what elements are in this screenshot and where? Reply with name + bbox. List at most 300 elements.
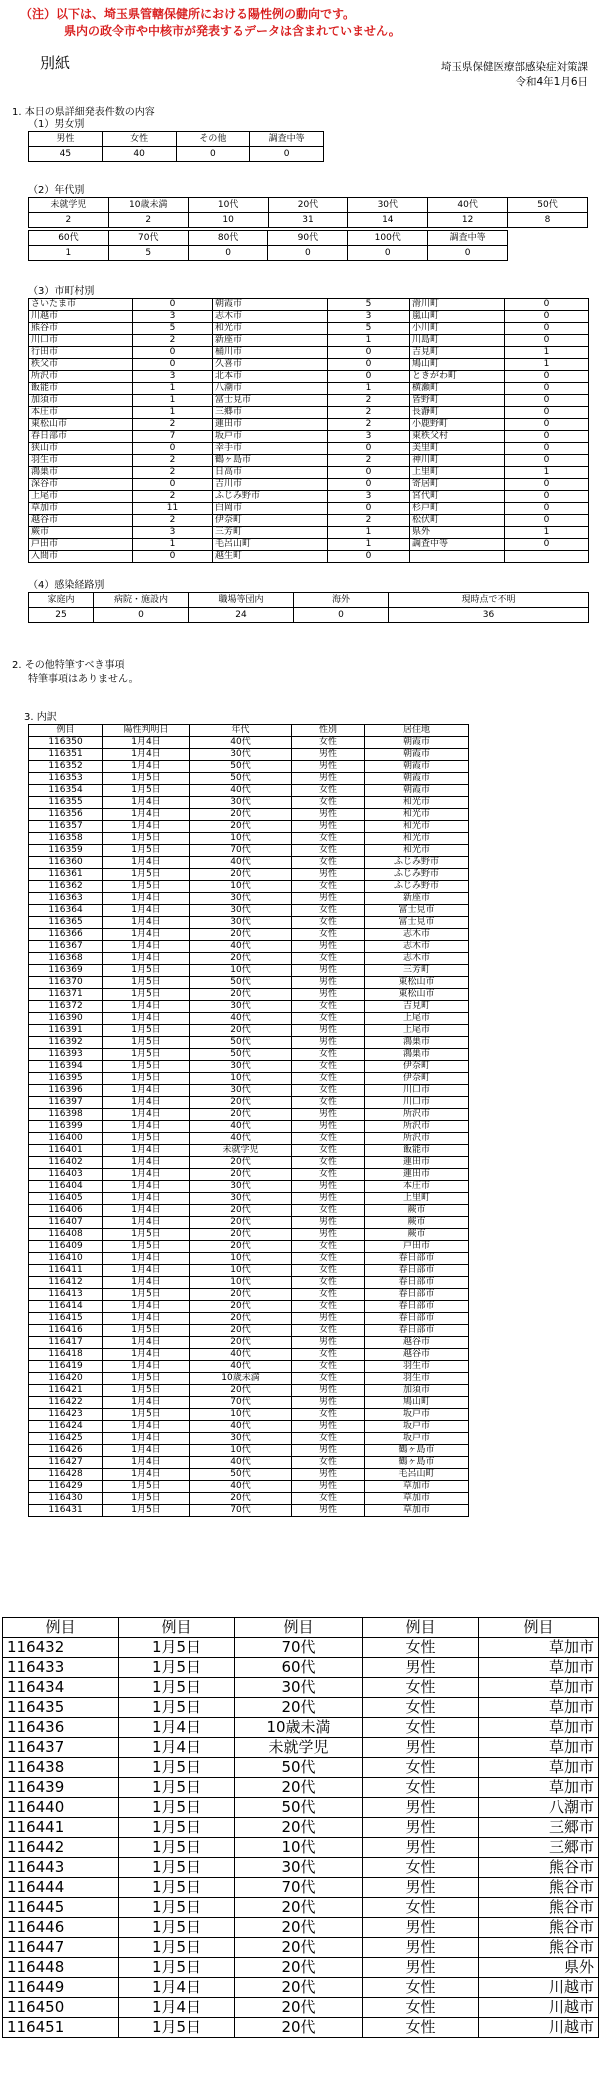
- table-cell: 女性: [292, 1169, 365, 1181]
- table-cell: ふじみ野市: [365, 881, 469, 893]
- table-cell: 0: [505, 323, 589, 335]
- table-cell: 女性: [292, 845, 365, 857]
- table-cell: ふじみ野市: [213, 491, 328, 503]
- table-cell: 116418: [29, 1349, 103, 1361]
- table-cell: 1月5日: [119, 1858, 235, 1878]
- table-row: [29, 1061, 469, 1073]
- table-cell: 0: [505, 515, 589, 527]
- table-cell: 1: [505, 467, 589, 479]
- table-row: [29, 869, 469, 881]
- table-row: [29, 773, 469, 785]
- table-cell: 10歳未満: [235, 1718, 363, 1738]
- table-row: [29, 1025, 469, 1037]
- table-row: [3, 2018, 599, 2038]
- table-cell: 鶴ヶ島市: [365, 1457, 469, 1469]
- table-cell: 116408: [29, 1229, 103, 1241]
- table-cell: 1月5日: [103, 833, 190, 845]
- table-cell: 1: [328, 527, 410, 539]
- table-cell: 男性: [292, 869, 365, 881]
- page-title: 別紙: [40, 54, 71, 72]
- table-cell: 116399: [29, 1121, 103, 1133]
- table-header: 100代: [348, 231, 428, 246]
- table-cell: 男性: [363, 1798, 479, 1818]
- table-cell: 116413: [29, 1289, 103, 1301]
- table-cell: 三郷市: [479, 1838, 599, 1858]
- table-cell: 志木市: [213, 311, 328, 323]
- table-cell: 10: [188, 213, 268, 228]
- table-cell: 0: [505, 383, 589, 395]
- table-cell: 116390: [29, 1013, 103, 1025]
- table-header: 調査中等: [250, 132, 324, 147]
- table-cell: 女性: [292, 1433, 365, 1445]
- table-cell: 1月5日: [119, 1918, 235, 1938]
- table-row: [3, 1778, 599, 1798]
- table-cell: 朝霞市: [365, 749, 469, 761]
- table-cell: 女性: [292, 1301, 365, 1313]
- table-row: [3, 1918, 599, 1938]
- table-cell: 20代: [190, 821, 292, 833]
- table-cell: 116423: [29, 1409, 103, 1421]
- table-cell: 男性: [363, 1878, 479, 1898]
- table-row: [29, 821, 469, 833]
- table-cell: 越谷市: [365, 1337, 469, 1349]
- table-cell: 男性: [292, 1025, 365, 1037]
- table-row: [29, 1409, 469, 1421]
- table-row: [29, 1217, 469, 1229]
- table-cell: 10代: [190, 1409, 292, 1421]
- table-cell: 所沢市: [365, 1133, 469, 1145]
- table-row: [29, 749, 469, 761]
- table-cell: 美里町: [410, 443, 505, 455]
- table-cell: 0: [505, 395, 589, 407]
- table-cell: 女性: [292, 905, 365, 917]
- table-cell: 30代: [190, 1001, 292, 1013]
- table-cell: 116422: [29, 1397, 103, 1409]
- table-cell: 20代: [190, 1337, 292, 1349]
- table-cell: 1月5日: [103, 1229, 190, 1241]
- table-cell: 116395: [29, 1073, 103, 1085]
- table-header: 家庭内: [29, 593, 94, 608]
- table-row: [3, 1858, 599, 1878]
- table-cell: 1月4日: [103, 1361, 190, 1373]
- table-cell: 1月4日: [103, 1421, 190, 1433]
- table-row: [29, 467, 589, 479]
- table-cell: 坂戸市: [213, 431, 328, 443]
- table-cell: 116357: [29, 821, 103, 833]
- table-row: [29, 503, 589, 515]
- table-cell: 1月5日: [119, 1698, 235, 1718]
- section-2-label: 2. その他特筆すべき事項: [12, 660, 125, 671]
- table-cell: 0: [188, 246, 268, 261]
- table-cell: 草加市: [479, 1758, 599, 1778]
- table-cell: 1月5日: [103, 1409, 190, 1421]
- table-cell: 男性: [292, 1181, 365, 1193]
- section-2-text: 特筆事項はありません。: [28, 674, 139, 685]
- table-cell: 本庄市: [29, 407, 133, 419]
- table-cell: 1: [133, 383, 213, 395]
- table-cell: 0: [505, 443, 589, 455]
- table-cell: 116435: [3, 1698, 119, 1718]
- table-cell: 116356: [29, 809, 103, 821]
- table-header: 例目: [235, 1618, 363, 1638]
- section-1-label: 1. 本日の県詳細発表件数の内容: [12, 107, 155, 118]
- table-cell: 女性: [292, 1457, 365, 1469]
- table-header: 女性: [102, 132, 176, 147]
- table-cell: 0: [268, 246, 348, 261]
- table-cell: 1月4日: [103, 905, 190, 917]
- table-cell: 鴻巣市: [365, 1049, 469, 1061]
- table-header: 50代: [508, 198, 588, 213]
- table-cell: 春日部市: [365, 1253, 469, 1265]
- table-cell: 三芳町: [213, 527, 328, 539]
- table-cell: 1月4日: [103, 1457, 190, 1469]
- gender-label: （1）男女別: [28, 119, 85, 130]
- table-row: [29, 431, 589, 443]
- table-header: 年代: [190, 725, 292, 737]
- table-cell: 県外: [479, 1958, 599, 1978]
- table-cell: 1月5日: [119, 1638, 235, 1658]
- table-cell: 男性: [292, 977, 365, 989]
- table-cell: 1月5日: [119, 1778, 235, 1798]
- table-cell: 1月4日: [103, 749, 190, 761]
- table-cell: 2: [328, 407, 410, 419]
- table-cell: 女性: [363, 1778, 479, 1798]
- table-cell: 70代: [190, 845, 292, 857]
- table-cell: 女性: [363, 1898, 479, 1918]
- table-cell: 30代: [190, 1193, 292, 1205]
- table-cell: 東秩父村: [410, 431, 505, 443]
- table-cell: 3: [328, 431, 410, 443]
- table-cell: 春日部市: [29, 431, 133, 443]
- table-cell: 1月5日: [103, 773, 190, 785]
- table-cell: 20代: [235, 1898, 363, 1918]
- table-cell: 上里町: [410, 467, 505, 479]
- table-cell: 蕨市: [365, 1205, 469, 1217]
- table-row: [29, 383, 589, 395]
- breakdown-table-continued: [2, 1617, 599, 2038]
- table-cell: 116445: [3, 1898, 119, 1918]
- table-header: 職場等団内: [189, 593, 294, 608]
- table-row: [29, 1373, 469, 1385]
- table-row: [29, 1265, 469, 1277]
- table-cell: 男性: [363, 1658, 479, 1678]
- table-cell: 熊谷市: [29, 323, 133, 335]
- table-cell: 70代: [235, 1878, 363, 1898]
- table-cell: 吉見町: [410, 347, 505, 359]
- table-cell: 1: [505, 359, 589, 371]
- table-cell: 秩父市: [29, 359, 133, 371]
- table-row: [29, 479, 589, 491]
- table-cell: 男性: [363, 1838, 479, 1858]
- table-cell: 1月4日: [103, 1205, 190, 1217]
- table-cell: 116352: [29, 761, 103, 773]
- table-cell: 10代: [190, 1277, 292, 1289]
- table-cell: 116398: [29, 1109, 103, 1121]
- table-cell: 川越市: [479, 2018, 599, 2038]
- table-cell: 0: [505, 371, 589, 383]
- table-row: [29, 1145, 469, 1157]
- table-cell: 1月4日: [103, 1181, 190, 1193]
- table-row: [3, 1958, 599, 1978]
- table-cell: 10代: [190, 881, 292, 893]
- table-cell: 116415: [29, 1313, 103, 1325]
- table-cell: 1月4日: [103, 857, 190, 869]
- table-cell: 春日部市: [365, 1265, 469, 1277]
- table-cell: 1月4日: [103, 929, 190, 941]
- table-cell: 20代: [190, 953, 292, 965]
- table-cell: 蕨市: [365, 1217, 469, 1229]
- table-row: [29, 845, 469, 857]
- table-cell: 20代: [190, 929, 292, 941]
- table-cell: 10代: [190, 965, 292, 977]
- table-row: [29, 833, 469, 845]
- table-header: 例目: [3, 1618, 119, 1638]
- table-cell: 志木市: [365, 953, 469, 965]
- table-header: 40代: [428, 198, 508, 213]
- table-cell: 1月4日: [119, 1998, 235, 2018]
- table-row: [29, 737, 469, 749]
- table-cell: [505, 551, 589, 563]
- table-cell: 20代: [190, 1169, 292, 1181]
- table-cell: 116370: [29, 977, 103, 989]
- table-cell: 30代: [190, 1085, 292, 1097]
- notice-line-1: （注）以下は、埼玉県管轄保健所における陽性例の動向です。: [20, 7, 356, 21]
- table-cell: 1月4日: [103, 821, 190, 833]
- table-cell: 羽生市: [365, 1361, 469, 1373]
- table-row: [29, 1421, 469, 1433]
- table-cell: 20代: [190, 1325, 292, 1337]
- table-cell: 40代: [190, 857, 292, 869]
- table-cell: 男性: [292, 1109, 365, 1121]
- table-cell: 女性: [292, 1277, 365, 1289]
- table-cell: 116449: [3, 1978, 119, 1998]
- table-cell: 7: [133, 431, 213, 443]
- table-cell: 2: [328, 515, 410, 527]
- table-cell: 116361: [29, 869, 103, 881]
- table-cell: 116372: [29, 1001, 103, 1013]
- table-header: 60代: [29, 231, 109, 246]
- table-cell: 1月5日: [119, 1798, 235, 1818]
- table-cell: 0: [505, 311, 589, 323]
- table-header: 70代: [108, 231, 188, 246]
- table-cell: 滑川町: [410, 299, 505, 311]
- table-header: その他: [176, 132, 250, 147]
- table-cell: 116411: [29, 1265, 103, 1277]
- table-cell: 30代: [190, 1061, 292, 1073]
- table-cell: 越谷市: [365, 1349, 469, 1361]
- table-cell: 松伏町: [410, 515, 505, 527]
- table-cell: 45: [29, 147, 103, 162]
- table-cell: 女性: [292, 737, 365, 749]
- table-cell: 1月4日: [103, 761, 190, 773]
- table-cell: 男性: [292, 1313, 365, 1325]
- table-row: [3, 1938, 599, 1958]
- table-row: [3, 1798, 599, 1818]
- table-cell: 女性: [363, 1678, 479, 1698]
- table-cell: 春日部市: [365, 1313, 469, 1325]
- table-cell: 20代: [235, 1958, 363, 1978]
- table-cell: 八潮市: [479, 1798, 599, 1818]
- table-row: [29, 539, 589, 551]
- table-row: [29, 1241, 469, 1253]
- table-cell: 1月4日: [103, 1193, 190, 1205]
- table-cell: 20代: [190, 1025, 292, 1037]
- table-cell: 116412: [29, 1277, 103, 1289]
- table-cell: 1月4日: [103, 1301, 190, 1313]
- table-cell: 三郷市: [213, 407, 328, 419]
- table-cell: 0: [294, 608, 389, 623]
- table-header: 80代: [188, 231, 268, 246]
- table-row: [29, 1433, 469, 1445]
- table-row: [29, 965, 469, 977]
- table-cell: 50代: [235, 1798, 363, 1818]
- table-cell: 0: [328, 479, 410, 491]
- table-cell: 20代: [235, 1998, 363, 2018]
- table-cell: 鴻巣市: [29, 467, 133, 479]
- table-cell: 3: [133, 527, 213, 539]
- table-cell: 1: [133, 395, 213, 407]
- table-cell: 男性: [292, 1469, 365, 1481]
- table-cell: 毛呂山町: [213, 539, 328, 551]
- table-row: [29, 1013, 469, 1025]
- table-cell: 男性: [363, 1958, 479, 1978]
- table-cell: 50代: [190, 1037, 292, 1049]
- table-row: [29, 977, 469, 989]
- table-cell: 新座市: [213, 335, 328, 347]
- table-header: 現時点で不明: [389, 593, 589, 608]
- issue-date: 令和4年1月6日: [515, 76, 588, 88]
- table-row: [29, 1469, 469, 1481]
- table-cell: 20代: [190, 1229, 292, 1241]
- table-cell: 上尾市: [29, 491, 133, 503]
- table-cell: 熊谷市: [479, 1858, 599, 1878]
- table-row: [29, 299, 589, 311]
- table-cell: 吉見町: [365, 1001, 469, 1013]
- table-cell: ときがわ町: [410, 371, 505, 383]
- table-cell: 116428: [29, 1469, 103, 1481]
- table-cell: 熊谷市: [479, 1918, 599, 1938]
- table-cell: 0: [328, 359, 410, 371]
- table-cell: 草加市: [479, 1718, 599, 1738]
- table-cell: 県外: [410, 527, 505, 539]
- table-cell: 東松山市: [365, 977, 469, 989]
- table-cell: 116446: [3, 1918, 119, 1938]
- table-cell: 小鹿野町: [410, 419, 505, 431]
- table-cell: 女性: [363, 1758, 479, 1778]
- table-cell: 上尾市: [365, 1013, 469, 1025]
- table-cell: 男性: [292, 1229, 365, 1241]
- table-cell: 草加市: [479, 1678, 599, 1698]
- table-cell: 1月5日: [103, 1505, 190, 1517]
- table-cell: 0: [505, 407, 589, 419]
- table-cell: 30代: [190, 917, 292, 929]
- table-cell: 3: [133, 311, 213, 323]
- table-header: 海外: [294, 593, 389, 608]
- table-row: [29, 1109, 469, 1121]
- table-cell: 0: [133, 299, 213, 311]
- table-cell: 伊奈町: [365, 1061, 469, 1073]
- table-cell: 116444: [3, 1878, 119, 1898]
- table-cell: 116437: [3, 1738, 119, 1758]
- table-cell: 八潮市: [213, 383, 328, 395]
- table-header: 居住地: [365, 725, 469, 737]
- table-cell: 1月4日: [119, 1718, 235, 1738]
- table-header: 性別: [292, 725, 365, 737]
- table-cell: 1月5日: [119, 1658, 235, 1678]
- table-cell: 1月4日: [103, 1433, 190, 1445]
- municipality-label: （3）市町村別: [28, 286, 95, 297]
- table-row: [29, 1133, 469, 1145]
- table-cell: 2: [133, 515, 213, 527]
- table-cell: 116409: [29, 1241, 103, 1253]
- table-cell: 2: [328, 395, 410, 407]
- table-cell: 25: [29, 608, 94, 623]
- table-cell: 草加市: [365, 1481, 469, 1493]
- table-cell: 20代: [235, 1978, 363, 1998]
- table-cell: 草加市: [479, 1658, 599, 1678]
- table-cell: 0: [505, 431, 589, 443]
- table-cell: 2: [133, 455, 213, 467]
- table-row: [29, 1325, 469, 1337]
- table-cell: 1月4日: [103, 953, 190, 965]
- table-cell: 116391: [29, 1025, 103, 1037]
- table-cell: 入間市: [29, 551, 133, 563]
- table-cell: 上里町: [365, 1193, 469, 1205]
- table-cell: 116431: [29, 1505, 103, 1517]
- table-cell: 3: [328, 491, 410, 503]
- table-cell: 116419: [29, 1361, 103, 1373]
- table-cell: 1月5日: [103, 845, 190, 857]
- table-cell: 116417: [29, 1337, 103, 1349]
- table-cell: 24: [189, 608, 294, 623]
- table-cell: 116393: [29, 1049, 103, 1061]
- table-cell: 116441: [3, 1818, 119, 1838]
- table-row: [29, 491, 589, 503]
- table-cell: 20代: [190, 1097, 292, 1109]
- table-row: [29, 893, 469, 905]
- table-cell: 5: [108, 246, 188, 261]
- table-row: [29, 311, 589, 323]
- table-cell: 0: [250, 147, 324, 162]
- table-cell: 50代: [190, 1049, 292, 1061]
- table-cell: 川口市: [365, 1085, 469, 1097]
- table-cell: 坂戸市: [365, 1409, 469, 1421]
- table-cell: 鶴ヶ島市: [365, 1445, 469, 1457]
- table-cell: 蕨市: [365, 1229, 469, 1241]
- table-cell: 1月4日: [103, 917, 190, 929]
- table-header: 調査中等: [428, 231, 508, 246]
- table-cell: 1月4日: [103, 1001, 190, 1013]
- table-row: [29, 1481, 469, 1493]
- table-cell: 1月4日: [103, 1313, 190, 1325]
- table-cell: 116402: [29, 1157, 103, 1169]
- table-cell: 1月4日: [103, 1097, 190, 1109]
- table-header: 例目: [29, 725, 103, 737]
- table-row: [29, 347, 589, 359]
- table-cell: 和光市: [365, 797, 469, 809]
- table-cell: 男性: [363, 1938, 479, 1958]
- table-cell: 女性: [292, 1253, 365, 1265]
- table-cell: 116362: [29, 881, 103, 893]
- table-cell: 70代: [235, 1638, 363, 1658]
- table-cell: 116425: [29, 1433, 103, 1445]
- table-cell: 坂戸市: [365, 1433, 469, 1445]
- table-cell: 未就学児: [235, 1738, 363, 1758]
- table-cell: 20代: [190, 1241, 292, 1253]
- table-cell: 1: [328, 335, 410, 347]
- table-cell: 横瀬町: [410, 383, 505, 395]
- table-cell: 女性: [292, 797, 365, 809]
